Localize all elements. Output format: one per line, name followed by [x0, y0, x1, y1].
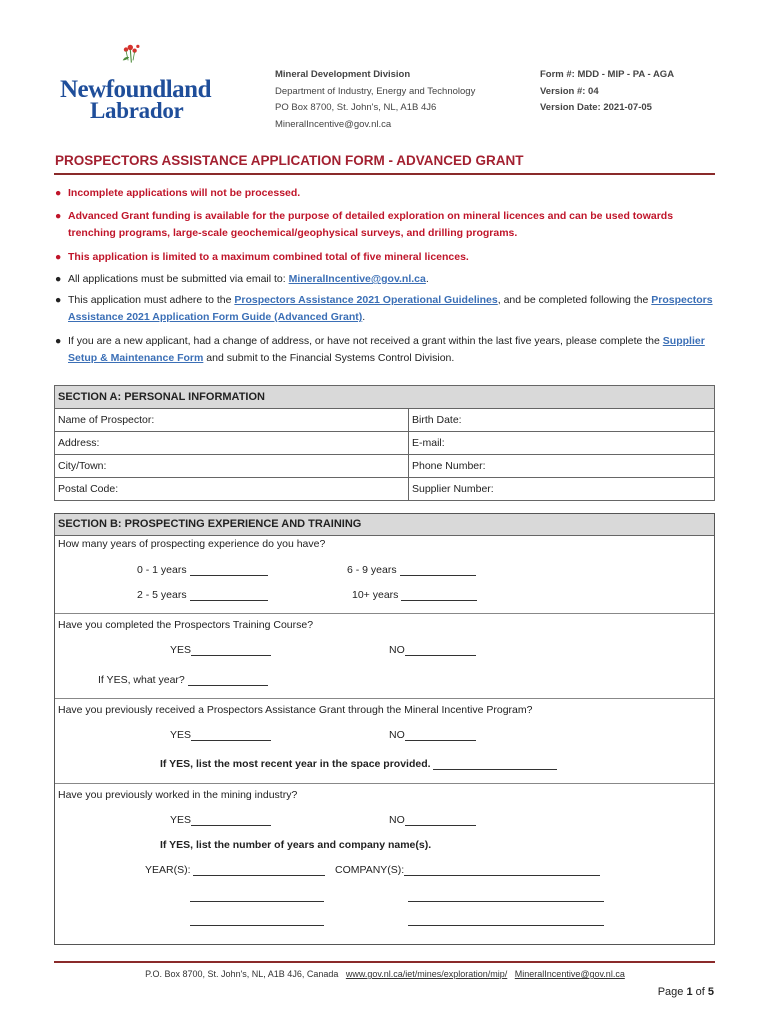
email-field[interactable]: E-mail:: [409, 432, 715, 455]
bullet-advanced-grant: ● Advanced Grant funding is available for the purpose of detailed exploration on mineral licences and can be used towards trenching programs, large-scale geochemical/geophysical surveys, and drilling programs.: [55, 210, 674, 239]
department-name: Department of Industry, Energy and Technology: [275, 85, 476, 97]
name-field[interactable]: Name of Prospector:: [55, 409, 409, 432]
logo-wordmark-line1: Newfoundland: [60, 76, 211, 103]
question-training: Have you completed the Prospectors Training Course?: [58, 619, 314, 631]
form-version: Version #: 04: [540, 85, 599, 97]
postal-code-field[interactable]: Postal Code:: [55, 478, 409, 501]
section-a-table: [54, 385, 715, 501]
bullet-licence-limit: ● This application is limited to a maximum combined total of five mineral licences.: [55, 251, 469, 263]
header-contact: [275, 67, 475, 133]
header-address: PO Box 8700, St. John's, NL, A1B 4J6: [275, 102, 437, 113]
operational-guidelines-link[interactable]: Prospectors Assistance 2021 Operational Guidelines: [234, 294, 498, 306]
mining-followup: If YES, list the number of years and company name(s).: [160, 839, 432, 851]
grant-no[interactable]: NO: [389, 729, 476, 741]
section-a-heading: SECTION A: PERSONAL INFORMATION: [55, 386, 715, 409]
birth-date-field[interactable]: Birth Date:: [409, 409, 715, 432]
training-no[interactable]: NO: [389, 644, 476, 656]
option-0-1-years[interactable]: 0 - 1 years: [137, 564, 268, 576]
footer: [0, 969, 770, 979]
question-experience: How many years of prospecting experience do you have?: [58, 538, 326, 550]
training-yes[interactable]: YES: [170, 644, 271, 656]
form-meta: [540, 67, 674, 117]
logo-wordmark-line2: Labrador: [90, 98, 184, 123]
form-number: Form #: MDD - MIP - PA - AGA: [540, 69, 675, 80]
address-field[interactable]: Address:: [55, 432, 409, 455]
question-previous-grant: Have you previously received a Prospectors Assistance Grant through the Mineral Incentive Program?: [58, 704, 533, 716]
divider: [55, 698, 714, 699]
form-guide-link[interactable]: Prospectors Assistance 2021 Application Form Guide (Advanced Grant): [68, 294, 713, 323]
mining-no[interactable]: NO: [389, 814, 476, 826]
bullet-guidelines: ● This application must adhere to the Prospectors Assistance 2021 Operational Guidelines, and be completed following the Prospectors Assistance 2021 Application Form Guide (Advanced Grant).: [55, 294, 713, 323]
submit-email-link[interactable]: MineralIncentive@gov.nl.ca: [288, 273, 426, 285]
option-6-9-years[interactable]: 6 - 9 years: [347, 564, 476, 576]
section-b-heading: SECTION B: PROSPECTING EXPERIENCE AND TRAINING: [55, 514, 714, 536]
company-field[interactable]: COMPANY(S):: [335, 864, 600, 876]
grant-yes[interactable]: YES: [170, 729, 271, 741]
grant-year[interactable]: If YES, list the most recent year in the space provided.: [160, 758, 557, 770]
footer-url-link[interactable]: www.gov.nl.ca/iet/mines/exploration/mip/: [345, 969, 508, 979]
option-2-5-years[interactable]: 2 - 5 years: [137, 589, 268, 601]
section-b: [54, 513, 715, 945]
page-title: PROSPECTORS ASSISTANCE APPLICATION FORM - ADVANCED GRANT: [55, 153, 524, 168]
supplier-setup-link[interactable]: Supplier Setup & Maintenance Form: [68, 335, 705, 364]
header-email[interactable]: MineralIncentive@gov.nl.ca: [275, 118, 392, 130]
years-field[interactable]: [190, 890, 324, 902]
city-field[interactable]: City/Town:: [55, 455, 409, 478]
bullet-submit-email: ● All applications must be submitted via email to: MineralIncentive@gov.nl.ca.: [55, 273, 429, 285]
divider: [55, 613, 714, 614]
mining-yes[interactable]: YES: [170, 814, 271, 826]
division-name: Mineral Development Division: [275, 69, 411, 80]
footer-address: P.O. Box 8700, St. John's, NL, A1B 4J6, Canada: [145, 969, 339, 979]
bullet-new-applicant: ● If you are a new applicant, had a change of address, or have not received a grant within the last five years, please complete the Supplier Setup & Maintenance Form and submit to the Financial Systems Control Division.: [55, 335, 705, 364]
years-field[interactable]: [190, 914, 324, 926]
form-version-date: Version Date: 2021-07-05: [540, 102, 652, 113]
company-field[interactable]: [408, 914, 604, 926]
title-divider: [54, 173, 715, 175]
footer-divider: [54, 961, 715, 963]
question-mining-industry: Have you previously worked in the mining industry?: [58, 789, 298, 801]
phone-field[interactable]: Phone Number:: [409, 455, 715, 478]
supplier-number-field[interactable]: Supplier Number:: [409, 478, 715, 501]
company-field[interactable]: [408, 890, 604, 902]
bullet-incomplete: ● Incomplete applications will not be processed.: [55, 187, 301, 199]
option-10-plus-years[interactable]: 10+ years: [352, 589, 477, 601]
divider: [55, 783, 714, 784]
page-indicator: Page 1 of 5: [657, 986, 714, 998]
training-year[interactable]: If YES, what year?: [98, 674, 268, 686]
years-field[interactable]: YEAR(S):: [145, 864, 325, 876]
footer-email-link[interactable]: MineralIncentive@gov.nl.ca: [514, 969, 625, 979]
